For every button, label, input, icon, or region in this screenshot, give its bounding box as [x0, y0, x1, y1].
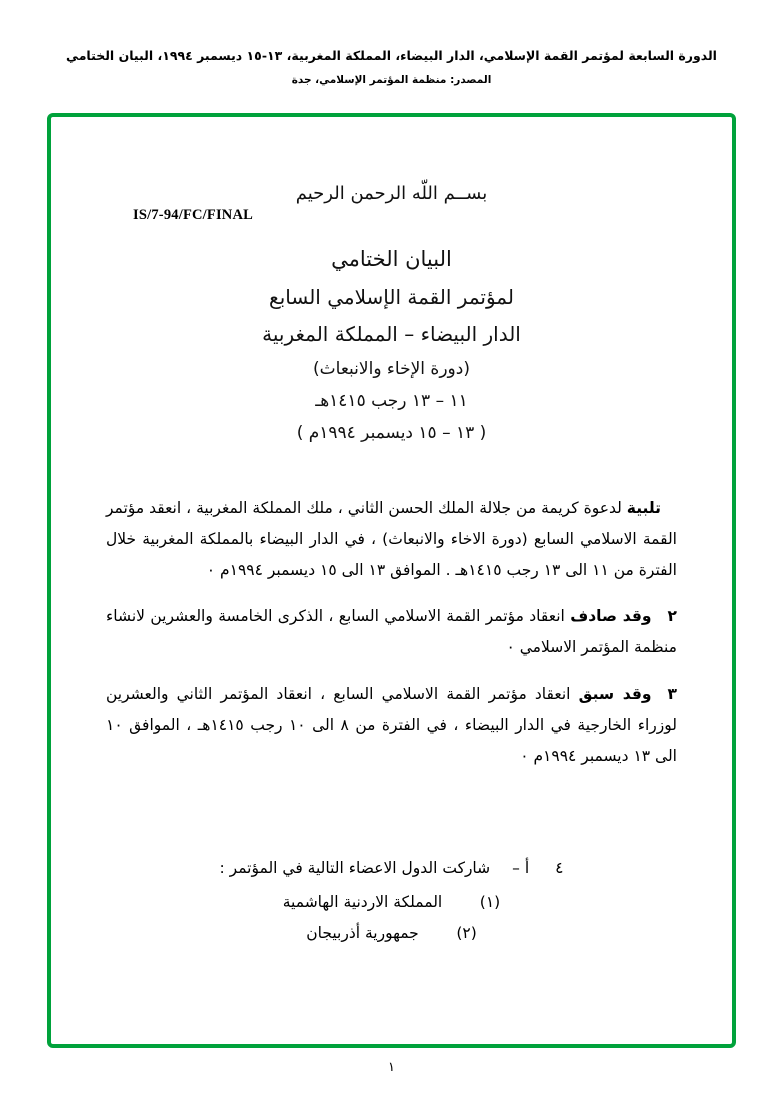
member-states-list	[106, 859, 677, 955]
list-item	[106, 893, 677, 911]
page-number: ١	[388, 1060, 395, 1075]
header-source-line: المصدر: منظمة المؤتمر الإسلامي، جدة	[291, 74, 492, 86]
title-line-3: الدار البيضاء – المملكة المغربية	[262, 322, 521, 346]
list-sub-letter: أ –	[512, 859, 530, 877]
paragraph-2-number: ٢	[667, 607, 678, 625]
title-line-4: (دورة الإخاء والانبعاث)	[313, 359, 470, 379]
paragraph-1-lead: تلبية	[626, 498, 661, 517]
paragraph-2-text: انعقاد مؤتمر القمة الاسلامي السابع ، الذكرى الخامسة والعشرين لانشاء منظمة المؤتمر الاسلامي ٠	[106, 607, 677, 656]
list-number: ٤	[555, 859, 564, 877]
paragraph-2	[106, 601, 677, 663]
running-header	[0, 0, 783, 86]
title-line-1: البيان الختامي	[331, 247, 452, 271]
list-item-label: المملكة الاردنية الهاشمية	[282, 893, 443, 911]
list-item-label: جمهورية أذربيجان	[306, 924, 419, 942]
document-body	[51, 117, 732, 1044]
green-border-frame	[47, 113, 736, 1048]
basmala-text: بســم اللّه الرحمن الرحيم	[295, 183, 488, 204]
paragraph-1-text: لدعوة كريمة من جلالة الملك الحسن الثاني ، ملك المملكة المغربية ، انعقد مؤتمر القمة الاسلامي السابع (دورة الاخاء والانبعاث) ، في الدار البيضاء بالمملكة المغربية خلال الفترة من ١١ الى ١٣ رجب ١٤١٥هـ . الموافق ١٣ الى ١٥ ديسمبر ١٩٩٤م ٠	[106, 498, 677, 579]
paragraph-3-lead: وقد سبق	[578, 684, 652, 703]
title-line-5: ١١ – ١٣ رجب ١٤١٥هـ	[315, 391, 468, 411]
title-line-2: لمؤتمر القمة الإسلامي السابع	[269, 285, 514, 309]
paragraph-3	[106, 679, 677, 772]
paragraph-3-text: انعقاد مؤتمر القمة الاسلامي السابع ، انعقاد المؤتمر الثاني والعشرين لوزراء الخارجية في الدار البيضاء ، في الفترة من ٨ الى ١٠ رجب ١٤١٥هـ ، الموافق ١٠ الى ١٣ ديسمبر ١٩٩٤م ٠	[106, 684, 678, 765]
header-title-line: الدورة السابعة لمؤتمر القمة الإسلامي، الدار البيضاء، المملكة المغربية، ١٣-١٥ ديسمبر ١٩٩٤، البيان الختامي	[66, 48, 717, 63]
list-heading	[106, 859, 677, 877]
list-item-index: (١)	[479, 893, 501, 911]
list-item	[106, 924, 677, 942]
paragraph-2-lead: وقد صادف	[570, 607, 652, 625]
list-item-index: (٢)	[456, 924, 477, 942]
paragraph-1	[106, 493, 677, 586]
list-heading-text: شاركت الدول الاعضاء التالية في المؤتمر :	[219, 859, 491, 877]
title-block	[51, 247, 732, 443]
title-line-6: ( ١٣ – ١٥ ديسمبر ١٩٩٤م )	[296, 423, 487, 443]
paragraph-list	[106, 477, 677, 784]
paragraph-3-number: ٣	[667, 684, 677, 703]
document-code: IS/7-94/FC/FINAL	[133, 207, 254, 223]
